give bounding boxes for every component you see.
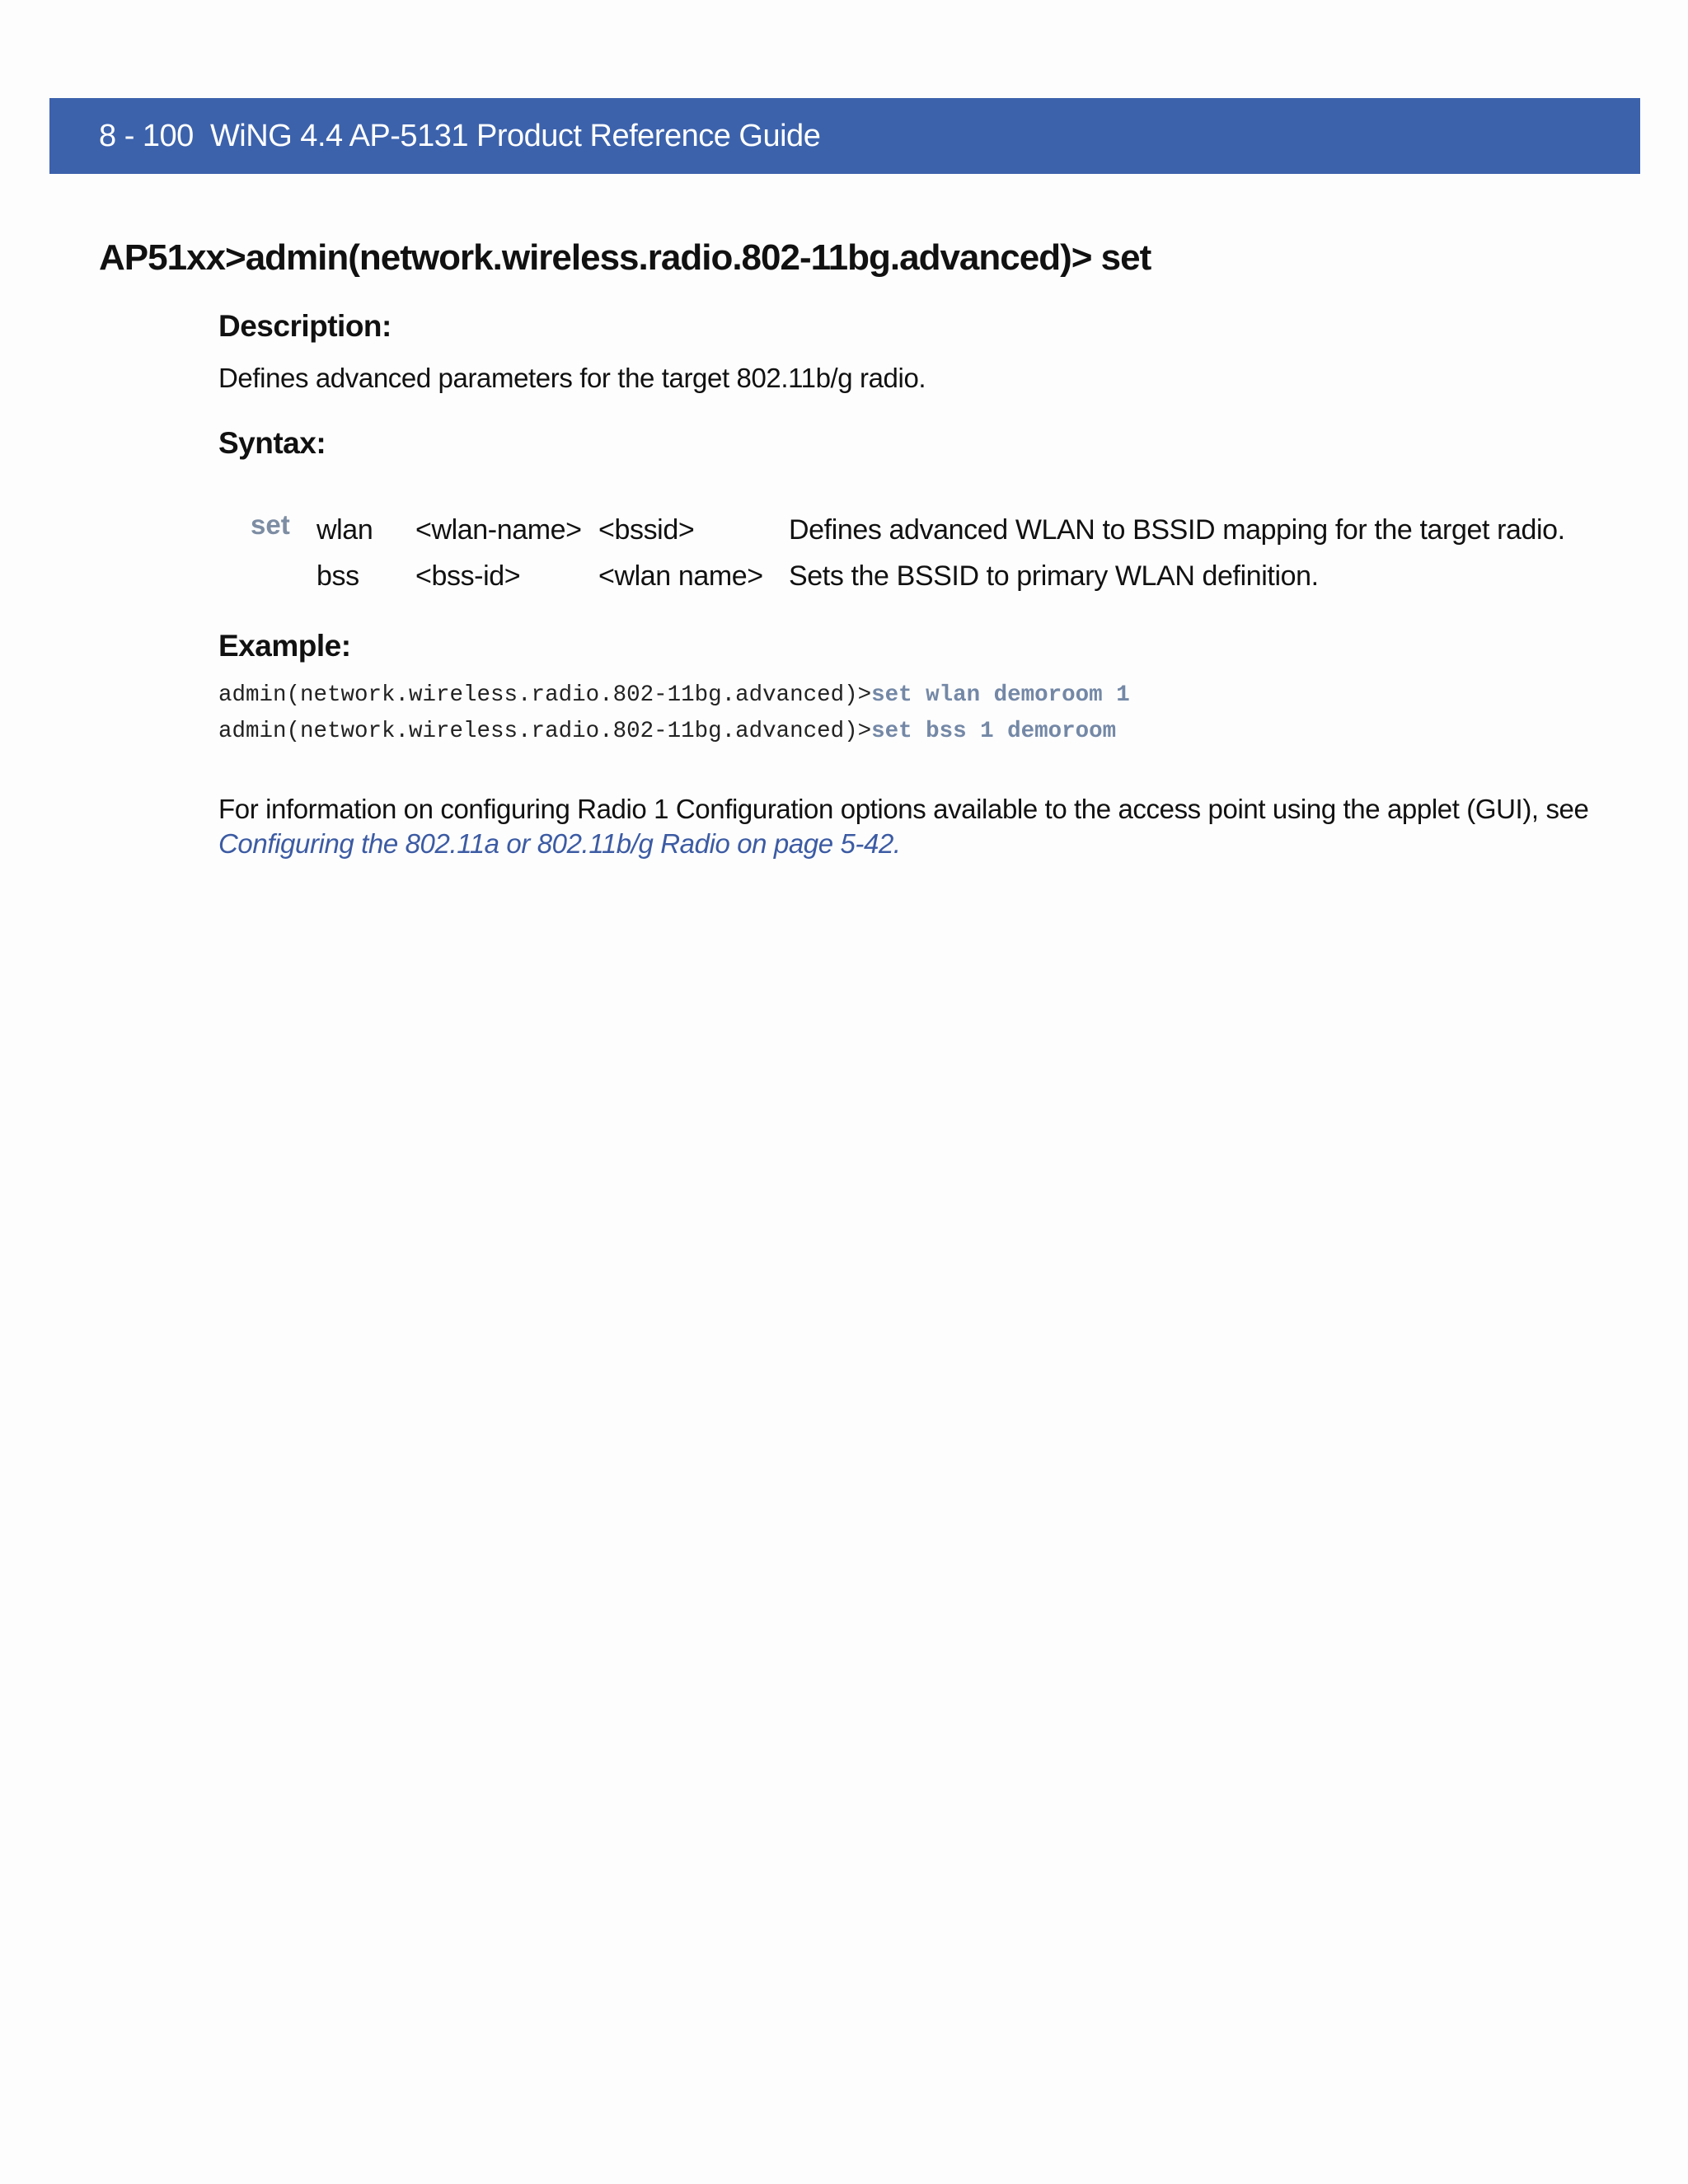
cross-reference-link[interactable]: Configuring the 802.11a or 802.11b/g Radio on page 5-42 [218,828,893,859]
page-header [49,98,1640,174]
example-prompt: admin(network.wireless.radio.802-11bg.advanced)> [218,719,872,744]
syntax-row-2-arg1: <bss-id> [415,560,521,592]
example-command: set bss 1 demoroom [871,719,1117,744]
syntax-row-2-desc: Sets the BSSID to primary WLAN definition. [789,560,1319,592]
command-title: AP51xx>admin(network.wireless.radio.802-11bg.advanced)> set [99,237,1151,278]
footer-note-line-2 [218,828,901,860]
guide-title: WiNG 4.4 AP-5131 Product Reference Guide [209,119,821,153]
description-heading: Description: [218,309,392,343]
syntax-row-2-sub: bss [316,560,359,592]
syntax-heading: Syntax: [218,426,326,460]
syntax-row-1-arg1: <wlan-name> [415,514,582,546]
example-command: set wlan demoroom 1 [871,682,1130,708]
syntax-row-2-arg2: <wlan name> [598,560,763,592]
example-prompt: admin(network.wireless.radio.802-11bg.advanced)> [218,682,872,708]
header-text [99,98,820,174]
syntax-row-1-arg2: <bssid> [598,514,695,546]
description-text: Defines advanced parameters for the target 802.11b/g radio. [218,363,926,393]
syntax-row-1-desc: Defines advanced WLAN to BSSID mapping for the target radio. [789,514,1565,546]
example-line-2 [218,719,1116,744]
footer-note-text: For information on configuring Radio 1 Configuration options available to the access point using the applet (GUI), see [218,794,1589,824]
syntax-keyword: set [251,509,290,540]
example-heading: Example: [218,629,351,663]
link-suffix: . [893,828,901,859]
syntax-row-1-sub: wlan [316,514,373,546]
page-number: 8 - 100 [99,119,194,153]
example-line-1 [218,682,1130,708]
